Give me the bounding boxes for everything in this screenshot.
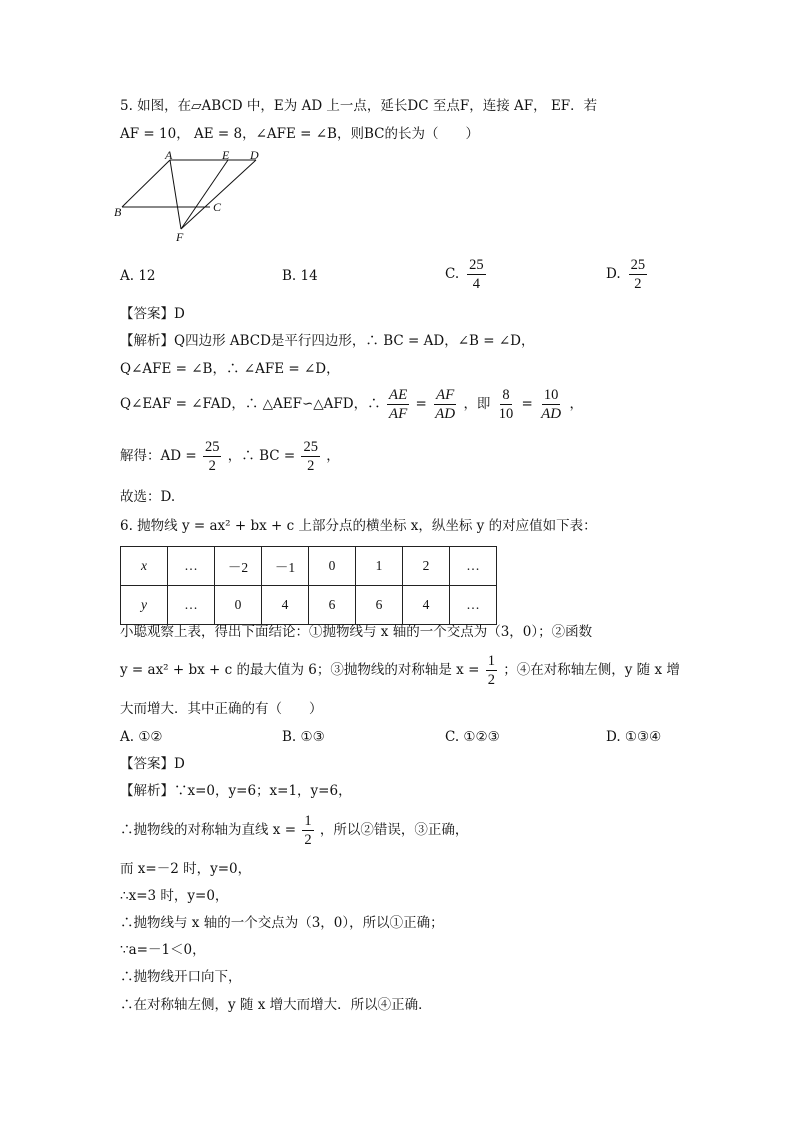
- frac-den: AD: [541, 406, 562, 422]
- q5-exp4-text-c: ，: [326, 448, 340, 464]
- q5-option-c-label: C.: [445, 266, 460, 282]
- q5-exp4-text-b: ，∴ BC =: [227, 448, 296, 464]
- q5-conclusion: 故选：D.: [120, 489, 176, 505]
- q6-conclusions-line3: 大而增大．其中正确的有（ ）: [120, 701, 323, 717]
- q6-answer: 【答案】D: [120, 756, 185, 772]
- q6-conclusions-line2: [120, 652, 680, 689]
- q5-frac-af-ad: [433, 386, 457, 423]
- q5-option-a: A. 12: [120, 268, 156, 284]
- q6-explanation-line2: [120, 812, 468, 849]
- q5-option-c-fraction: [467, 256, 486, 293]
- q5-exp4-text-a: 解得：AD =: [120, 448, 197, 464]
- q5-option-c-num: 25: [469, 257, 484, 273]
- q6-axis-fraction: [486, 652, 497, 689]
- q5-option-d-label: D.: [606, 266, 621, 282]
- q6-line2-text-b: ；④在对称轴左侧，y 随 x 增: [503, 662, 680, 678]
- table-cell: －2: [215, 547, 262, 586]
- frac-den: 2: [307, 458, 315, 474]
- q5-option-d-fraction: [629, 256, 648, 293]
- table-cell: －1: [262, 547, 309, 586]
- q5-exp3-text-c: ，: [569, 396, 583, 412]
- q5-frac-bc-value: [301, 438, 320, 475]
- table-cell: …: [168, 547, 215, 586]
- segment-EF: [181, 160, 228, 229]
- table-cell: 6: [309, 586, 356, 625]
- q6-option-b: B. ①③: [282, 729, 325, 745]
- label-B: B: [114, 205, 122, 219]
- frac-den: AD: [435, 406, 456, 422]
- frac-num: 25: [204, 439, 220, 455]
- q6-exp-axis-fraction: [302, 812, 313, 849]
- table-cell: …: [450, 586, 497, 625]
- q6-option-a: A. ①②: [120, 729, 163, 745]
- frac-num: AE: [388, 387, 408, 403]
- q6-explanation-line6: ∵a=－1＜0，: [120, 942, 206, 958]
- frac-num: 8: [502, 387, 510, 403]
- table-row-x: [121, 547, 497, 586]
- table-cell: 0: [309, 547, 356, 586]
- frac-den: 2: [304, 832, 312, 848]
- q5-explanation-line4: [120, 438, 340, 475]
- label-C: C: [213, 200, 222, 214]
- q5-answer: 【答案】D: [120, 306, 185, 322]
- q5-option-d: [606, 256, 649, 293]
- table-cell: 1: [356, 547, 403, 586]
- label-F: F: [176, 230, 184, 244]
- frac-num: AF: [435, 387, 455, 403]
- frac-den: 2: [208, 458, 216, 474]
- q6-explanation-line1: 【解析】∵x=0，y=6；x=1，y=6，: [120, 783, 352, 799]
- q6-option-c: C. ①②③: [445, 729, 500, 745]
- table-cell: …: [450, 547, 497, 586]
- q6-explanation-line7: ∴抛物线开口向下，: [120, 969, 242, 985]
- q5-exp3-text-a: Q∠EAF = ∠FAD，∴ △AEF∽△AFD，∴: [120, 396, 381, 412]
- q6-explanation-line5: ∴抛物线与 x 轴的一个交点为（3，0），所以①正确；: [120, 915, 444, 931]
- q5-parallelogram-figure: [112, 148, 272, 248]
- q6-value-table: [120, 546, 497, 625]
- q6-exp2-text-b: ，所以②错误，③正确，: [319, 822, 469, 838]
- table-cell: 4: [403, 586, 450, 625]
- segment-DF: [181, 160, 256, 229]
- q5-option-b: B. 14: [282, 268, 318, 284]
- q6-stem: 6. 抛物线 y = ax² + bx + c 上部分点的横坐标 x，纵坐标 y 的对应值如下表：: [120, 518, 597, 534]
- q5-frac-ad-value: [203, 438, 222, 475]
- table-cell: 6: [356, 586, 403, 625]
- q5-option-c-den: 4: [472, 276, 481, 292]
- q5-explanation-line1: 【解析】Q四边形 ABCD是平行四边形，∴ BC = AD，∠B = ∠D，: [120, 333, 535, 349]
- q6-exp2-text-a: ∴抛物线的对称轴为直线 x =: [120, 822, 297, 838]
- table-row-y: [121, 586, 497, 625]
- label-D: D: [250, 148, 259, 162]
- segment-AF: [170, 160, 181, 229]
- table-cell: y: [121, 586, 168, 625]
- label-A: A: [165, 148, 173, 162]
- q5-option-d-num: 25: [630, 257, 646, 273]
- frac-den: 2: [487, 672, 495, 688]
- q6-explanation-line4: ∴x=3 时，y=0，: [120, 888, 229, 904]
- q5-frac-10-ad: [539, 386, 563, 423]
- frac-num: 1: [487, 653, 495, 669]
- q6-option-d: D. ①③④: [606, 729, 662, 745]
- q6-line2-text-a: y = ax² + bx + c 的最大值为 6；③抛物线的对称轴是 x =: [120, 662, 480, 678]
- q6-explanation-line3: 而 x=－2 时，y=0，: [120, 861, 252, 877]
- q6-conclusions-line1: 小聪观察上表，得出下面结论：①抛物线与 x 轴的一个交点为（3，0）；②函数: [120, 624, 593, 640]
- frac-den: AF: [388, 406, 408, 422]
- q5-option-d-den: 2: [634, 276, 642, 292]
- frac-den: 10: [498, 406, 514, 422]
- q5-frac-8-10: [497, 386, 516, 423]
- q6-explanation-line8: ∴在对称轴左侧，y 随 x 增大而增大．所以④正确．: [120, 997, 432, 1013]
- q5-option-c: [445, 256, 488, 293]
- table-cell: …: [168, 586, 215, 625]
- table-cell: x: [121, 547, 168, 586]
- segment-AB: [122, 160, 170, 207]
- q5-exp3-eq1: =: [415, 396, 427, 412]
- q5-explanation-line2: Q∠AFE = ∠B，∴ ∠AFE = ∠D，: [120, 361, 340, 377]
- q5-exp3-text-b: ，即: [463, 396, 491, 412]
- q5-explanation-line3: [120, 386, 583, 423]
- frac-num: 25: [303, 439, 318, 455]
- q5-stem-line1: 5. 如图，在▱ABCD 中，E为 AD 上一点，延长DC 至点F，连接 AF， EF．若: [120, 98, 598, 114]
- q5-exp3-eq2: =: [521, 396, 533, 412]
- frac-num: 1: [304, 813, 312, 829]
- label-E: E: [222, 148, 230, 162]
- table-cell: 4: [262, 586, 309, 625]
- table-cell: 2: [403, 547, 450, 586]
- q5-frac-ae-af: [387, 386, 409, 423]
- q5-stem-line2: AF = 10， AE = 8，∠AFE = ∠B，则BC的长为（ ）: [120, 126, 479, 142]
- frac-num: 10: [543, 387, 559, 403]
- table-cell: 0: [215, 586, 262, 625]
